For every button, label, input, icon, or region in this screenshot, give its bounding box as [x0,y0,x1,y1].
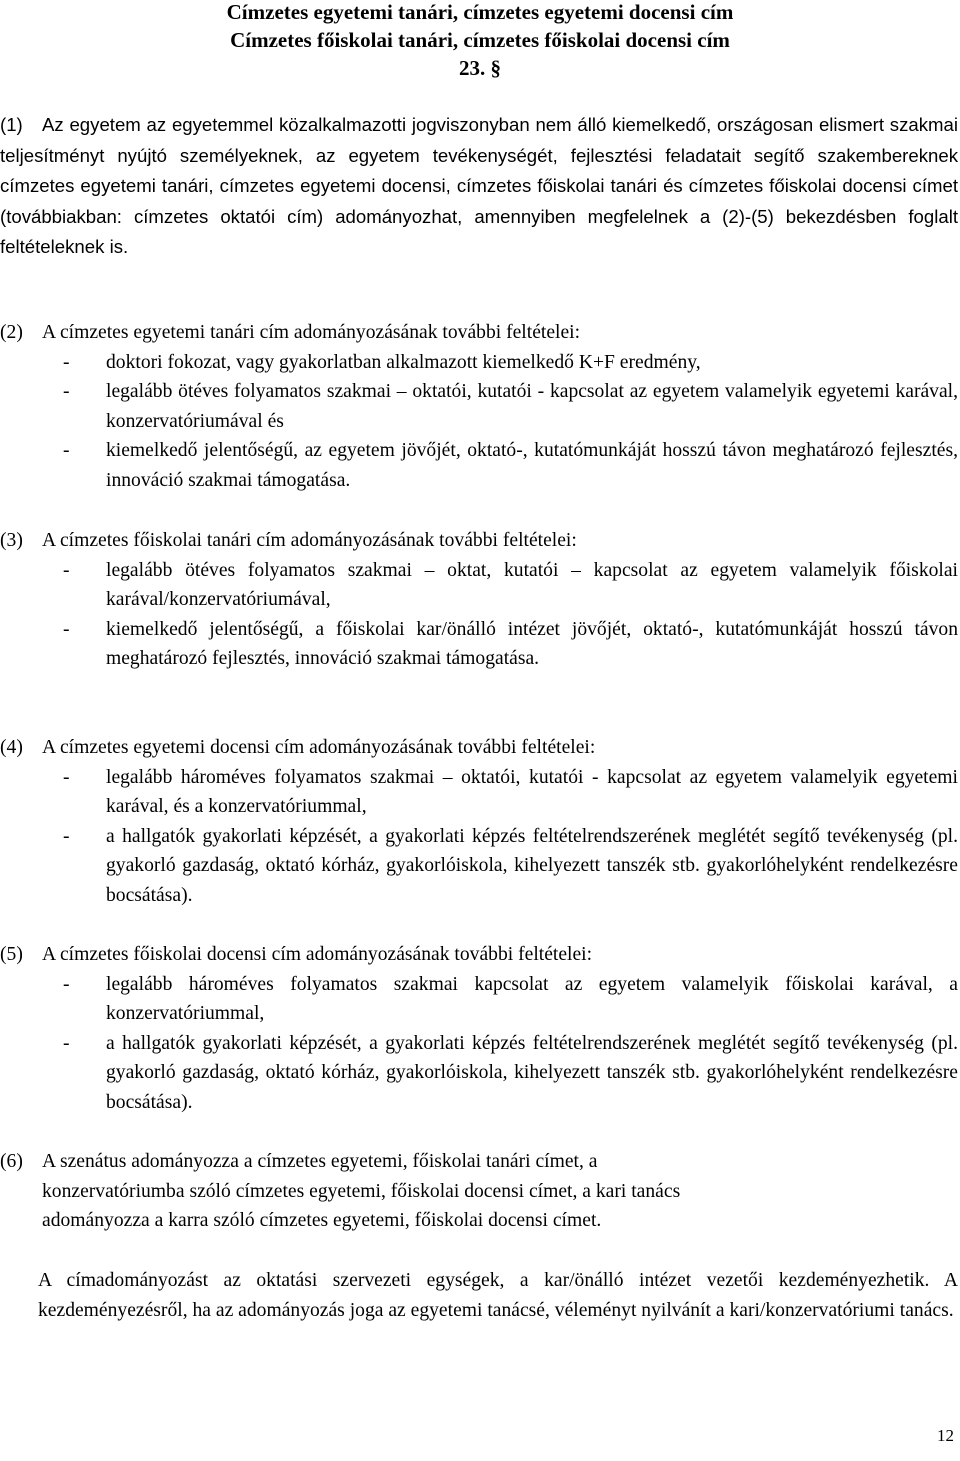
paragraph-1 [0,110,958,263]
heading-line-1: Címzetes egyetemi tanári, címzetes egyetemi docensi cím [226,0,734,24]
list-item-text: legalább ötéves folyamatos szakmai – oktatói, kutatói - kapcsolat az egyetem valamelyik egyetemi karával, konzervatóriumával és [106,381,958,432]
list-dash: - [63,559,70,581]
paragraph-7 [0,1266,958,1325]
list-item [0,1029,958,1118]
list-item [0,377,958,436]
page-number: 12 [937,1426,954,1445]
list-item-text: legalább hároméves folyamatos szakmai – oktatói, kutatói - kapcsolat az egyetem valamelyik egyetemi karával, és a konzervatóriummal, [106,766,958,818]
section-number: 23. § [459,56,501,80]
paragraph-number [0,1266,38,1296]
paragraph-number: (3) [0,530,23,551]
list-dash: - [63,351,70,373]
list-dash: - [63,973,70,995]
paragraph-number: (1) [0,114,23,135]
list-item-text: legalább hároméves folyamatos szakmai kapcsolat az egyetem valamelyik főiskolai karával, a konzervatóriummal, [106,973,958,1025]
list-item-text: legalább ötéves folyamatos szakmai – oktat, kutatói – kapcsolat az egyetem valamelyik főiskolai karával/konzervatóriumával, [106,559,958,611]
paragraph-lead: A címzetes egyetemi tanári cím adományozásának további feltételei: [42,322,581,343]
paragraph-text: A címadományozást az oktatási szervezeti egységek, a kar/önálló intézet vezetői kezdeményezhetik. A kezdeményezésről, ha az adományozás joga az egyetemi tanácsé, véleményt nyilvánít a kari/konzervatóriumi tanács. [38,1270,958,1321]
paragraph-line: konzervatóriumba szóló címzetes egyetemi, főiskolai docensi címet, a kari tanács [42,1180,681,1202]
list-item [0,615,958,674]
paragraph-number: (4) [0,737,23,758]
list-item-text: kiemelkedő jelentőségű, az egyetem jövőjét, oktató-, kutatómunkáját hosszú távon meghatározó fejlesztés, innováció szakmai támogatása. [106,440,958,491]
list-dash: - [63,618,70,640]
list-item-text: a hallgatók gyakorlati képzését, a gyakorlati képzés feltételrendszerének meglétét segítő tevékenység (pl. gyakorló gazdaság, oktató kórház, gyakorlóiskola, kihelyezett tanszék stb. gyakorlóhelyként rendelkezésre bocsátása). [106,1032,958,1113]
list-dash: - [63,381,70,403]
list-item [0,763,958,822]
paragraph-line: A szenátus adományozza a címzetes egyetemi, főiskolai tanári címet, a [42,1151,598,1172]
paragraph-4 [0,733,958,911]
paragraph-lead: A címzetes főiskolai tanári cím adományozásának további feltételei: [42,530,577,551]
paragraph-number: (5) [0,944,23,965]
paragraph-5 [0,940,958,1118]
list-item-text: doktori fokozat, vagy gyakorlatban alkalmazott kiemelkedő K+F eredmény, [106,351,701,373]
list-item-text: kiemelkedő jelentőségű, a főiskolai kar/önálló intézet jövőjét, oktató-, kutatómunkáját hosszú távon meghatározó fejlesztés, innováció szakmai támogatása. [106,618,958,670]
heading-line-2: Címzetes főiskolai tanári, címzetes főiskolai docensi cím [230,28,730,52]
list-item [0,822,958,911]
list-dash: - [63,766,70,788]
list-dash: - [63,1032,70,1054]
paragraph-lead: A címzetes főiskolai docensi cím adományozásának további feltételei: [42,944,593,965]
paragraph-6 [0,1147,900,1236]
paragraph-lead: A címzetes egyetemi docensi cím adományozásának további feltételei: [42,737,596,758]
paragraph-3 [0,526,958,674]
paragraph-number: (6) [0,1151,23,1172]
list-item [0,348,958,378]
list-item-text: a hallgatók gyakorlati képzését, a gyakorlati képzés feltételrendszerének meglétét segítő tevékenység (pl. gyakorló gazdaság, oktató kórház, gyakorlóiskola, kihelyezett tanszék stb. gyakorlóhelyként rendelkezésre bocsátása). [106,825,958,906]
paragraph-line: adományozza a karra szóló címzetes egyetemi, főiskolai docensi címet. [42,1210,602,1232]
paragraph-number: (2) [0,322,23,343]
list-item [0,556,958,615]
list-dash: - [63,440,70,462]
list-item [0,436,958,495]
paragraph-text: Az egyetem az egyetemmel közalkalmazotti jogviszonyban nem álló kiemelkedő, országosan elismert szakmai teljesítményt nyújtó személyeknek, az egyetem tevékenységét, fejlesztési feladatait segítő szakembereknek címzetes egyetemi tanári, címzetes egyetemi docensi, címzetes főiskolai tanári és címzetes főiskolai docensi címet (továbbiakban: címzetes oktatói cím) adományozhat, amennyiben megfelelnek a (2)-(5) bekezdésben foglalt feltételeknek is. [0,114,958,258]
list-dash: - [63,825,70,847]
paragraph-2 [0,318,958,496]
list-item [0,970,958,1029]
